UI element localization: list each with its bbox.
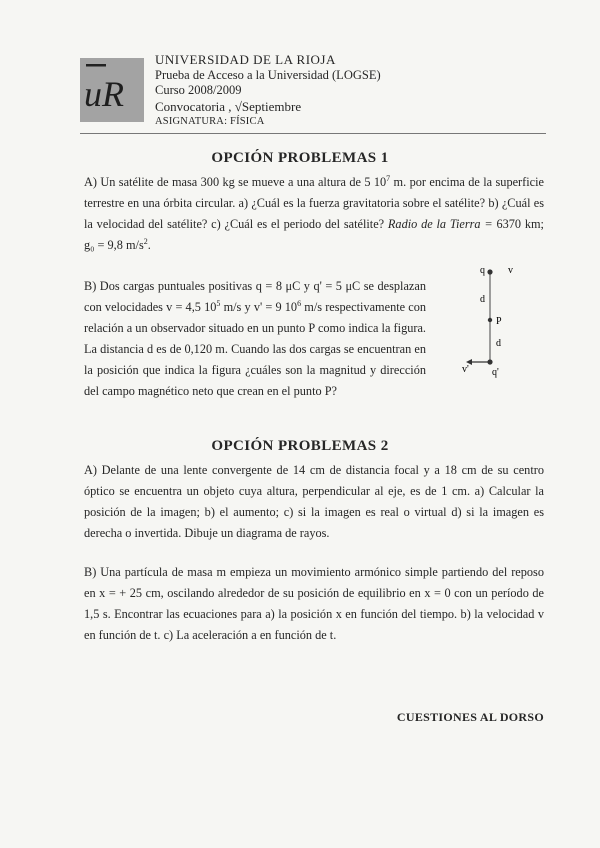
logo-text: uR: [84, 74, 124, 114]
charges-diagram: [460, 262, 530, 382]
course-year: Curso 2008/2009: [155, 83, 242, 97]
point-p-dot: [488, 318, 492, 322]
option2-problem-a: A) Delante de una lente convergente de 14 cm de distancia focal y a 18 cm de su centro óptico se encuentra un objeto cuya altura, perpendicular al eje, es de 1 cm. a) Calcular la posición de la imagen; b) el aumento; c) si la imagen es real o virtual d) si la imagen es derecha o invertida. Dibuje un diagrama de rayos.: [84, 463, 544, 540]
option2-problem-b: B) Una partícula de masa m empieza un movimiento armónico simple partiendo del reposo en x = + 25 cm, oscilando alrededor de su posición de equilibrio en x = 0 con un período de 1,5 s. Encontrar las ecuaciones para a) la posición x en función del tiempo. b) la velocidad v en función de t. c) La aceleración a en función de t.: [84, 565, 544, 642]
option1-problem-a: [84, 172, 544, 256]
text-segment: B) Dos cargas puntuales positivas q = 8 μC y q' = 5 μC se desplazan con velocidades v = 4,5 10: [84, 279, 426, 314]
exponent: 2: [143, 236, 148, 246]
label-v-prime: v': [462, 364, 469, 375]
header-divider: [80, 133, 546, 134]
text-segment: m/s y v' = 9 10: [220, 300, 298, 314]
label-v: v: [508, 265, 513, 276]
subject: ASIGNATURA: FÍSICA: [155, 116, 265, 127]
exponent: 5: [216, 298, 221, 308]
university-name: UNIVERSIDAD DE LA RIOJA: [155, 52, 336, 67]
text-segment: m. por encima de la superficie terrestre en una órbita circular. a) ¿Cuál es la fuerza gravitatoria sobre el satélite? b) ¿Cuál es la velocidad del satélite? c) ¿Cuál es el periodo del satélite?: [84, 175, 544, 231]
text-segment: m/s respectivamente con relación a un observador situado en un punto P como indica la figura. La distancia d es de 0,120 m. Cuando las dos cargas se encuentran en la posición que indica la figura ¿cuáles son la magnitud y dirección del campo magnético neto que crean en el punto P?: [84, 300, 427, 398]
exponent: 6: [297, 298, 302, 308]
italic-text: Radio de la Tierra =: [387, 217, 493, 231]
label-d-bottom: d: [496, 338, 501, 349]
label-q: q: [480, 265, 485, 276]
text-segment: 6370 km; g₀ = 9,8 m/s: [84, 217, 544, 252]
university-logo-mark: [80, 58, 144, 122]
label-d-top: d: [480, 294, 485, 305]
footer-note: CUESTIONES AL DORSO: [396, 710, 544, 724]
option1-title: OPCIÓN PROBLEMAS 1: [211, 150, 389, 166]
exam-header: [155, 52, 381, 130]
charge-q-dot: [487, 269, 492, 274]
option2-title: OPCIÓN PROBLEMAS 2: [211, 438, 389, 454]
label-q-prime: q': [492, 367, 499, 378]
option1-problem-b: [84, 276, 426, 402]
exam-name: Prueba de Acceso a la Universidad (LOGSE): [155, 67, 381, 82]
label-p: P: [496, 316, 502, 327]
text-segment: A) Un satélite de masa 300 kg se mueve a una altura de 5 10: [84, 175, 387, 189]
exponent: 7: [386, 173, 391, 183]
text-segment: .: [147, 238, 151, 252]
convocatoria: Convocatoria , √Septiembre: [155, 98, 302, 114]
university-logo: [80, 58, 144, 122]
